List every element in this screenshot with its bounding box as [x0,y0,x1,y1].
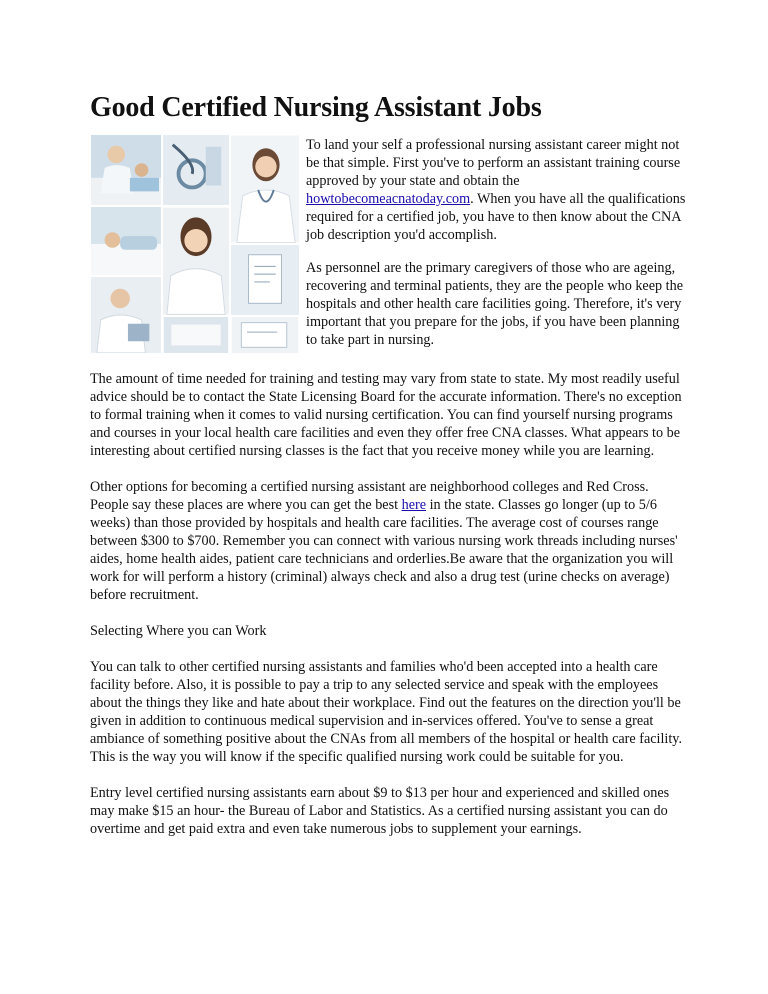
photo-nurse-patient [90,134,162,206]
photo-hands [162,316,230,354]
paragraph-training-time: The amount of time needed for training and testing may vary from state to state. My most readily useful advice should be to contact the State Licensing Board for the accurate information. There's no exception to formal training when it comes to valid nursing certification. You can find yourself nursing programs and courses in your local health care facilities and even they offer free CNA classes. What appears to be interesting about certified nursing classes is the fact that you receive money while you are learning. [90,371,682,459]
intro-paragraph-2: As personnel are the primary caregivers of those who are ageing, recovering and terminal patients, they are the people who keep the hospitals and other health care facilities going. Therefore, it's very important that you prepare for the jobs, if you have been planning to take part in nursing. [306,260,684,348]
photo-smiling-doctor [230,134,300,244]
photo-patient-bed [90,206,162,276]
photo-nurse-writing [90,276,162,354]
intro-text [306,136,686,364]
photo-clipboard [230,244,300,316]
photo-female-nurse [162,206,230,316]
paragraph-other-options: Other options for becoming a certified nursing assistant are neighborhood colleges and Red Cross. People say these places are where you can get the best here in the state. Classes go longer (up to 5/6 weeks) than those provided by hospitals and health care facilities. The average cost of courses range between $300 to $700. Remember you can connect with various nursing work threads including nurses' aides, home health aides, patient care technicians and orderlies.Be aware that the organization you will work for will perform a history (criminal) always check and also a drug test (urine checks on average) before recruitment. [90,479,678,603]
photo-medical-tools [162,134,230,206]
paragraph-talk-to-others: You can talk to other certified nursing assistants and families who'd been accepted into a health care facility before. Also, it is possible to pay a trip to any selected service and speak with the employees about the things they like and hate about their workplace. Find out the features on the direction you'll be given in addition to continuous medical supervision and in-services offered. You've to sense a great ambiance of something positive about the CNAs from all members of the hospital or health care facility. This is the way you will know if the specific qualified nursing work could be suitable for you. [90,659,683,765]
here-link[interactable]: here [401,497,427,513]
intro-paragraph-1: To land your self a professional nursing assistant career might not be that simple. First you've to perform an assistant training course approved by your state and obtain the howtobecomeacnatoday.com. When you have all the qualifications required for a certified job, you have to then know about the CNA job description you'd accomplish. [306,137,686,243]
section-heading-selecting-work: Selecting Where you can Work [90,623,267,639]
page-title: Good Certified Nursing Assistant Jobs [90,92,542,123]
photo-prescription [230,316,300,354]
paragraph-earnings: Entry level certified nursing assistants earn about $9 to $13 per hour and experienced and skilled ones may make $15 an hour- the Bureau of Labor and Statistics. As a certified nursing assistant you can do overtime and get paid extra and even take numerous jobs to supplement your earnings. [90,785,670,837]
body-text [90,370,690,856]
nursing-photo-collage [90,134,300,354]
howtobecomeacnatoday-link[interactable]: howtobecomeacnatoday.com [306,191,471,207]
